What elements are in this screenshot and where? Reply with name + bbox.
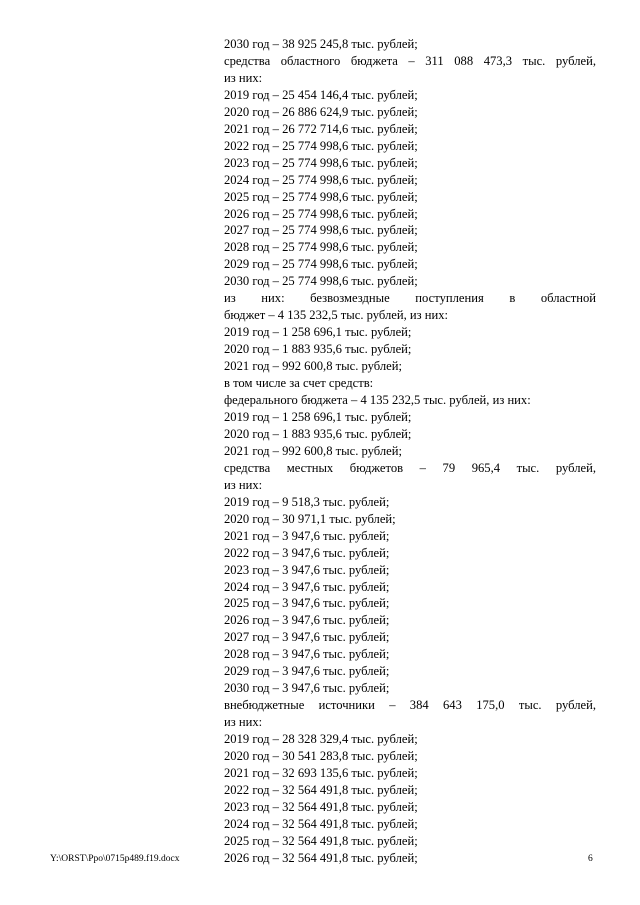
text-line: федерального бюджета – 4 135 232,5 тыс. рублей, из них:	[224, 393, 531, 408]
text-line: 2023 год – 32 564 491,8 тыс. рублей;	[224, 799, 418, 814]
text-line: 2026 год – 25 774 998,6 тыс. рублей;	[224, 206, 418, 221]
text-line: 2021 год – 26 772 714,6 тыс. рублей;	[224, 121, 418, 136]
text-line: 2028 год – 3 947,6 тыс. рублей;	[224, 647, 390, 662]
text-line: 2024 год – 25 774 998,6 тыс. рублей;	[224, 172, 418, 187]
text-line: 2027 год – 3 947,6 тыс. рублей;	[224, 630, 390, 645]
text-line: из них: безвозмездные поступления в областной	[224, 291, 596, 306]
text-line: 2019 год – 1 258 696,1 тыс. рублей;	[224, 325, 412, 340]
text-line: 2026 год – 32 564 491,8 тыс. рублей;	[224, 850, 418, 865]
text-line: бюджет – 4 135 232,5 тыс. рублей, из них:	[224, 308, 449, 323]
text-line: 2019 год – 28 328 329,4 тыс. рублей;	[224, 732, 418, 747]
text-line: 2023 год – 25 774 998,6 тыс. рублей;	[224, 155, 418, 170]
text-line: 2027 год – 25 774 998,6 тыс. рублей;	[224, 223, 418, 238]
text-line: 2021 год – 992 600,8 тыс. рублей;	[224, 443, 402, 458]
text-line: 2020 год – 30 971,1 тыс. рублей;	[224, 511, 396, 526]
text-line: 2024 год – 32 564 491,8 тыс. рублей;	[224, 816, 418, 831]
text-line: 2029 год – 3 947,6 тыс. рублей;	[224, 664, 390, 679]
text-line: 2025 год – 25 774 998,6 тыс. рублей;	[224, 189, 418, 204]
text-line: 2020 год – 1 883 935,6 тыс. рублей;	[224, 342, 412, 357]
text-line: 2019 год – 25 454 146,4 тыс. рублей;	[224, 87, 418, 102]
text-line: 2022 год – 32 564 491,8 тыс. рублей;	[224, 782, 418, 797]
text-line: 2022 год – 25 774 998,6 тыс. рублей;	[224, 138, 418, 153]
text-line: средства местных бюджетов – 79 965,4 тыс. рублей,	[224, 460, 596, 475]
text-line: из них:	[224, 70, 263, 85]
text-line: средства областного бюджета – 311 088 473,3 тыс. рублей,	[224, 53, 596, 68]
page-number: 6	[588, 854, 593, 864]
text-line: 2024 год – 3 947,6 тыс. рублей;	[224, 579, 390, 594]
text-line: внебюджетные источники – 384 643 175,0 тыс. рублей,	[224, 698, 596, 713]
text-line: из них:	[224, 477, 263, 492]
text-line: 2019 год – 1 258 696,1 тыс. рублей;	[224, 409, 412, 424]
text-line: 2030 год – 38 925 245,8 тыс. рублей;	[224, 37, 418, 51]
text-line: 2025 год – 3 947,6 тыс. рублей;	[224, 596, 390, 611]
text-line: 2021 год – 992 600,8 тыс. рублей;	[224, 359, 402, 374]
text-line: из них:	[224, 715, 263, 730]
text-line: 2021 год – 3 947,6 тыс. рублей;	[224, 528, 390, 543]
text-line: 2029 год – 25 774 998,6 тыс. рублей;	[224, 257, 418, 272]
text-line: в том числе за счет средств:	[224, 376, 374, 391]
text-line: 2022 год – 3 947,6 тыс. рублей;	[224, 545, 390, 560]
text-line: 2019 год – 9 518,3 тыс. рублей;	[224, 494, 390, 509]
text-line: 2026 год – 3 947,6 тыс. рублей;	[224, 613, 390, 628]
text-line: 2023 год – 3 947,6 тыс. рублей;	[224, 562, 390, 577]
text-line: 2021 год – 32 693 135,6 тыс. рублей;	[224, 765, 418, 780]
text-line: 2025 год – 32 564 491,8 тыс. рублей;	[224, 833, 418, 848]
footer-file-path: Y:\ORST\Ppo\0715p489.f19.docx	[50, 854, 180, 864]
text-line: 2020 год – 30 541 283,8 тыс. рублей;	[224, 749, 418, 764]
text-line: 2028 год – 25 774 998,6 тыс. рублей;	[224, 240, 418, 255]
text-line: 2020 год – 1 883 935,6 тыс. рублей;	[224, 426, 412, 441]
text-line: 2030 год – 3 947,6 тыс. рублей;	[224, 681, 390, 696]
text-line: 2020 год – 26 886 624,9 тыс. рублей;	[224, 104, 418, 119]
text-line: 2030 год – 25 774 998,6 тыс. рублей;	[224, 274, 418, 289]
document-body	[224, 36, 596, 867]
